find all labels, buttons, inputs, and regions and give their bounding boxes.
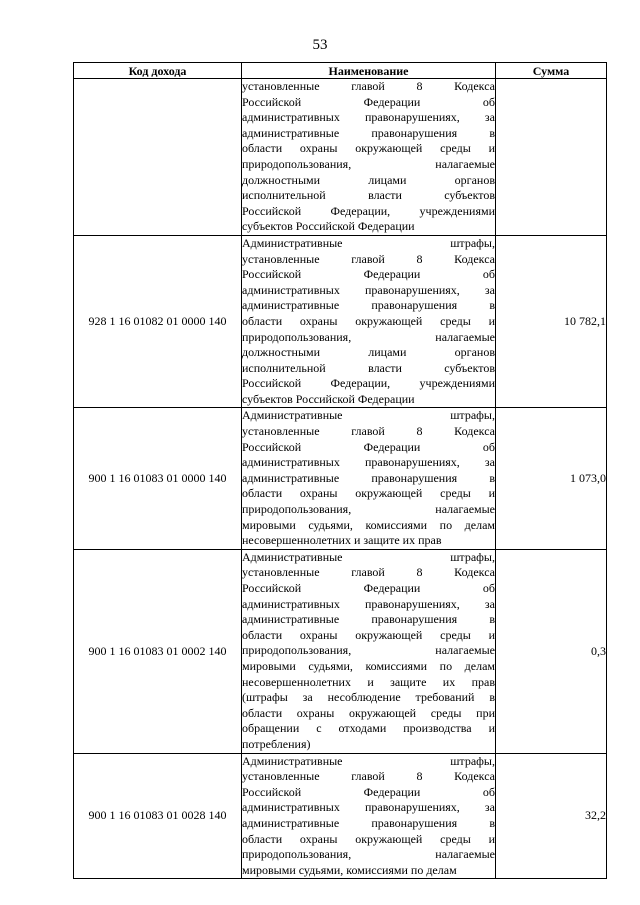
name-line: административных правонарушениях, за — [242, 282, 495, 297]
revenue-name-cell — [242, 235, 496, 408]
name-line: Российской Федерации, учреждениями — [242, 376, 495, 391]
name-line: Российской Федерации, учреждениями — [242, 203, 495, 218]
name-line: области охраны окружающей среды и — [242, 141, 495, 156]
name-line: исполнительной власти субъектов — [242, 360, 495, 375]
name-line: административные правонарушения в — [242, 612, 495, 627]
name-line: Российской Федерации об — [242, 784, 495, 799]
name-line: административных правонарушениях, за — [242, 596, 495, 611]
revenue-name-cell — [242, 549, 496, 753]
header-amount: Сумма — [496, 63, 607, 79]
amount-cell: 32,2 — [496, 753, 607, 879]
name-line: установленные главой 8 Кодекса — [242, 565, 495, 580]
amount-cell: 1 073,0 — [496, 408, 607, 549]
name-line: Административные штрафы, — [242, 235, 495, 250]
name-line: установленные главой 8 Кодекса — [242, 424, 495, 439]
name-line: субъектов Российской Федерации — [242, 219, 415, 234]
table-row — [74, 408, 607, 549]
table-body — [74, 79, 607, 879]
name-line: административные правонарушения в — [242, 470, 495, 485]
amount-cell — [496, 79, 607, 236]
table-row — [74, 235, 607, 408]
amount-cell: 10 782,1 — [496, 235, 607, 408]
name-line: мировыми судьями, комиссиями по делам — [242, 862, 457, 877]
name-line: мировыми судьями, комиссиями по делам — [242, 658, 495, 673]
name-line: области охраны окружающей среды и — [242, 486, 495, 501]
name-line: установленные главой 8 Кодекса — [242, 769, 495, 784]
name-line: Российской Федерации об — [242, 94, 495, 109]
name-line: природопользования, налагаемые — [242, 156, 495, 171]
name-line: потребления) — [242, 736, 311, 751]
name-line: несовершеннолетних и защите их прав — [242, 533, 442, 548]
name-line: области охраны окружающей среды и — [242, 627, 495, 642]
revenue-code-cell: 900 1 16 01083 01 0002 140 — [74, 549, 242, 753]
name-line: установленные главой 8 Кодекса — [242, 79, 495, 93]
name-line: природопользования, налагаемые — [242, 329, 495, 344]
name-line: административных правонарушениях, за — [242, 455, 495, 470]
revenue-table — [73, 62, 607, 879]
page-number: 53 — [312, 37, 328, 53]
revenue-name-cell — [242, 753, 496, 879]
name-line: исполнительной власти субъектов — [242, 188, 495, 203]
table-row — [74, 79, 607, 236]
name-line: установленные главой 8 Кодекса — [242, 251, 495, 266]
header-name: Наименование — [242, 63, 496, 79]
name-line: природопользования, налагаемые — [242, 502, 495, 517]
revenue-name-cell — [242, 408, 496, 549]
name-line: Административные штрафы, — [242, 408, 495, 423]
name-line: должностными лицами органов — [242, 172, 495, 187]
name-line: субъектов Российской Федерации — [242, 391, 415, 406]
revenue-name-cell — [242, 79, 496, 236]
name-line: Административные штрафы, — [242, 753, 495, 768]
header-revenue-code: Код дохода — [74, 63, 242, 79]
name-line: природопользования, налагаемые — [242, 643, 495, 658]
table-header-row — [74, 63, 607, 79]
revenue-code-cell: 900 1 16 01083 01 0000 140 — [74, 408, 242, 549]
name-line: административных правонарушениях, за — [242, 110, 495, 125]
revenue-code-cell: 900 1 16 01083 01 0028 140 — [74, 753, 242, 879]
revenue-code-cell: 928 1 16 01082 01 0000 140 — [74, 235, 242, 408]
name-line: области охраны окружающей среды и — [242, 831, 495, 846]
name-line: Российской Федерации об — [242, 439, 495, 454]
name-line: природопользования, налагаемые — [242, 847, 495, 862]
name-line: области охраны окружающей среды при — [242, 705, 495, 720]
name-line: Административные штрафы, — [242, 549, 495, 564]
name-line: области охраны окружающей среды и — [242, 313, 495, 328]
name-line: административные правонарушения в — [242, 298, 495, 313]
table-row — [74, 753, 607, 879]
amount-cell: 0,3 — [496, 549, 607, 753]
name-line: (штрафы за несоблюдение требований в — [242, 690, 495, 705]
name-line: Российской Федерации об — [242, 581, 495, 595]
table-row — [74, 549, 607, 753]
revenue-code-cell — [74, 79, 242, 236]
name-line: мировыми судьями, комиссиями по делам — [242, 517, 495, 532]
name-line: должностными лицами органов — [242, 345, 495, 360]
name-line: Российской Федерации об — [242, 267, 495, 282]
name-line: несовершеннолетних и защите их прав — [242, 674, 495, 689]
name-line: административные правонарушения в — [242, 815, 495, 830]
name-line: административные правонарушения в — [242, 125, 495, 140]
name-line: административных правонарушениях, за — [242, 800, 495, 815]
name-line: обращении с отходами производства и — [242, 721, 495, 736]
